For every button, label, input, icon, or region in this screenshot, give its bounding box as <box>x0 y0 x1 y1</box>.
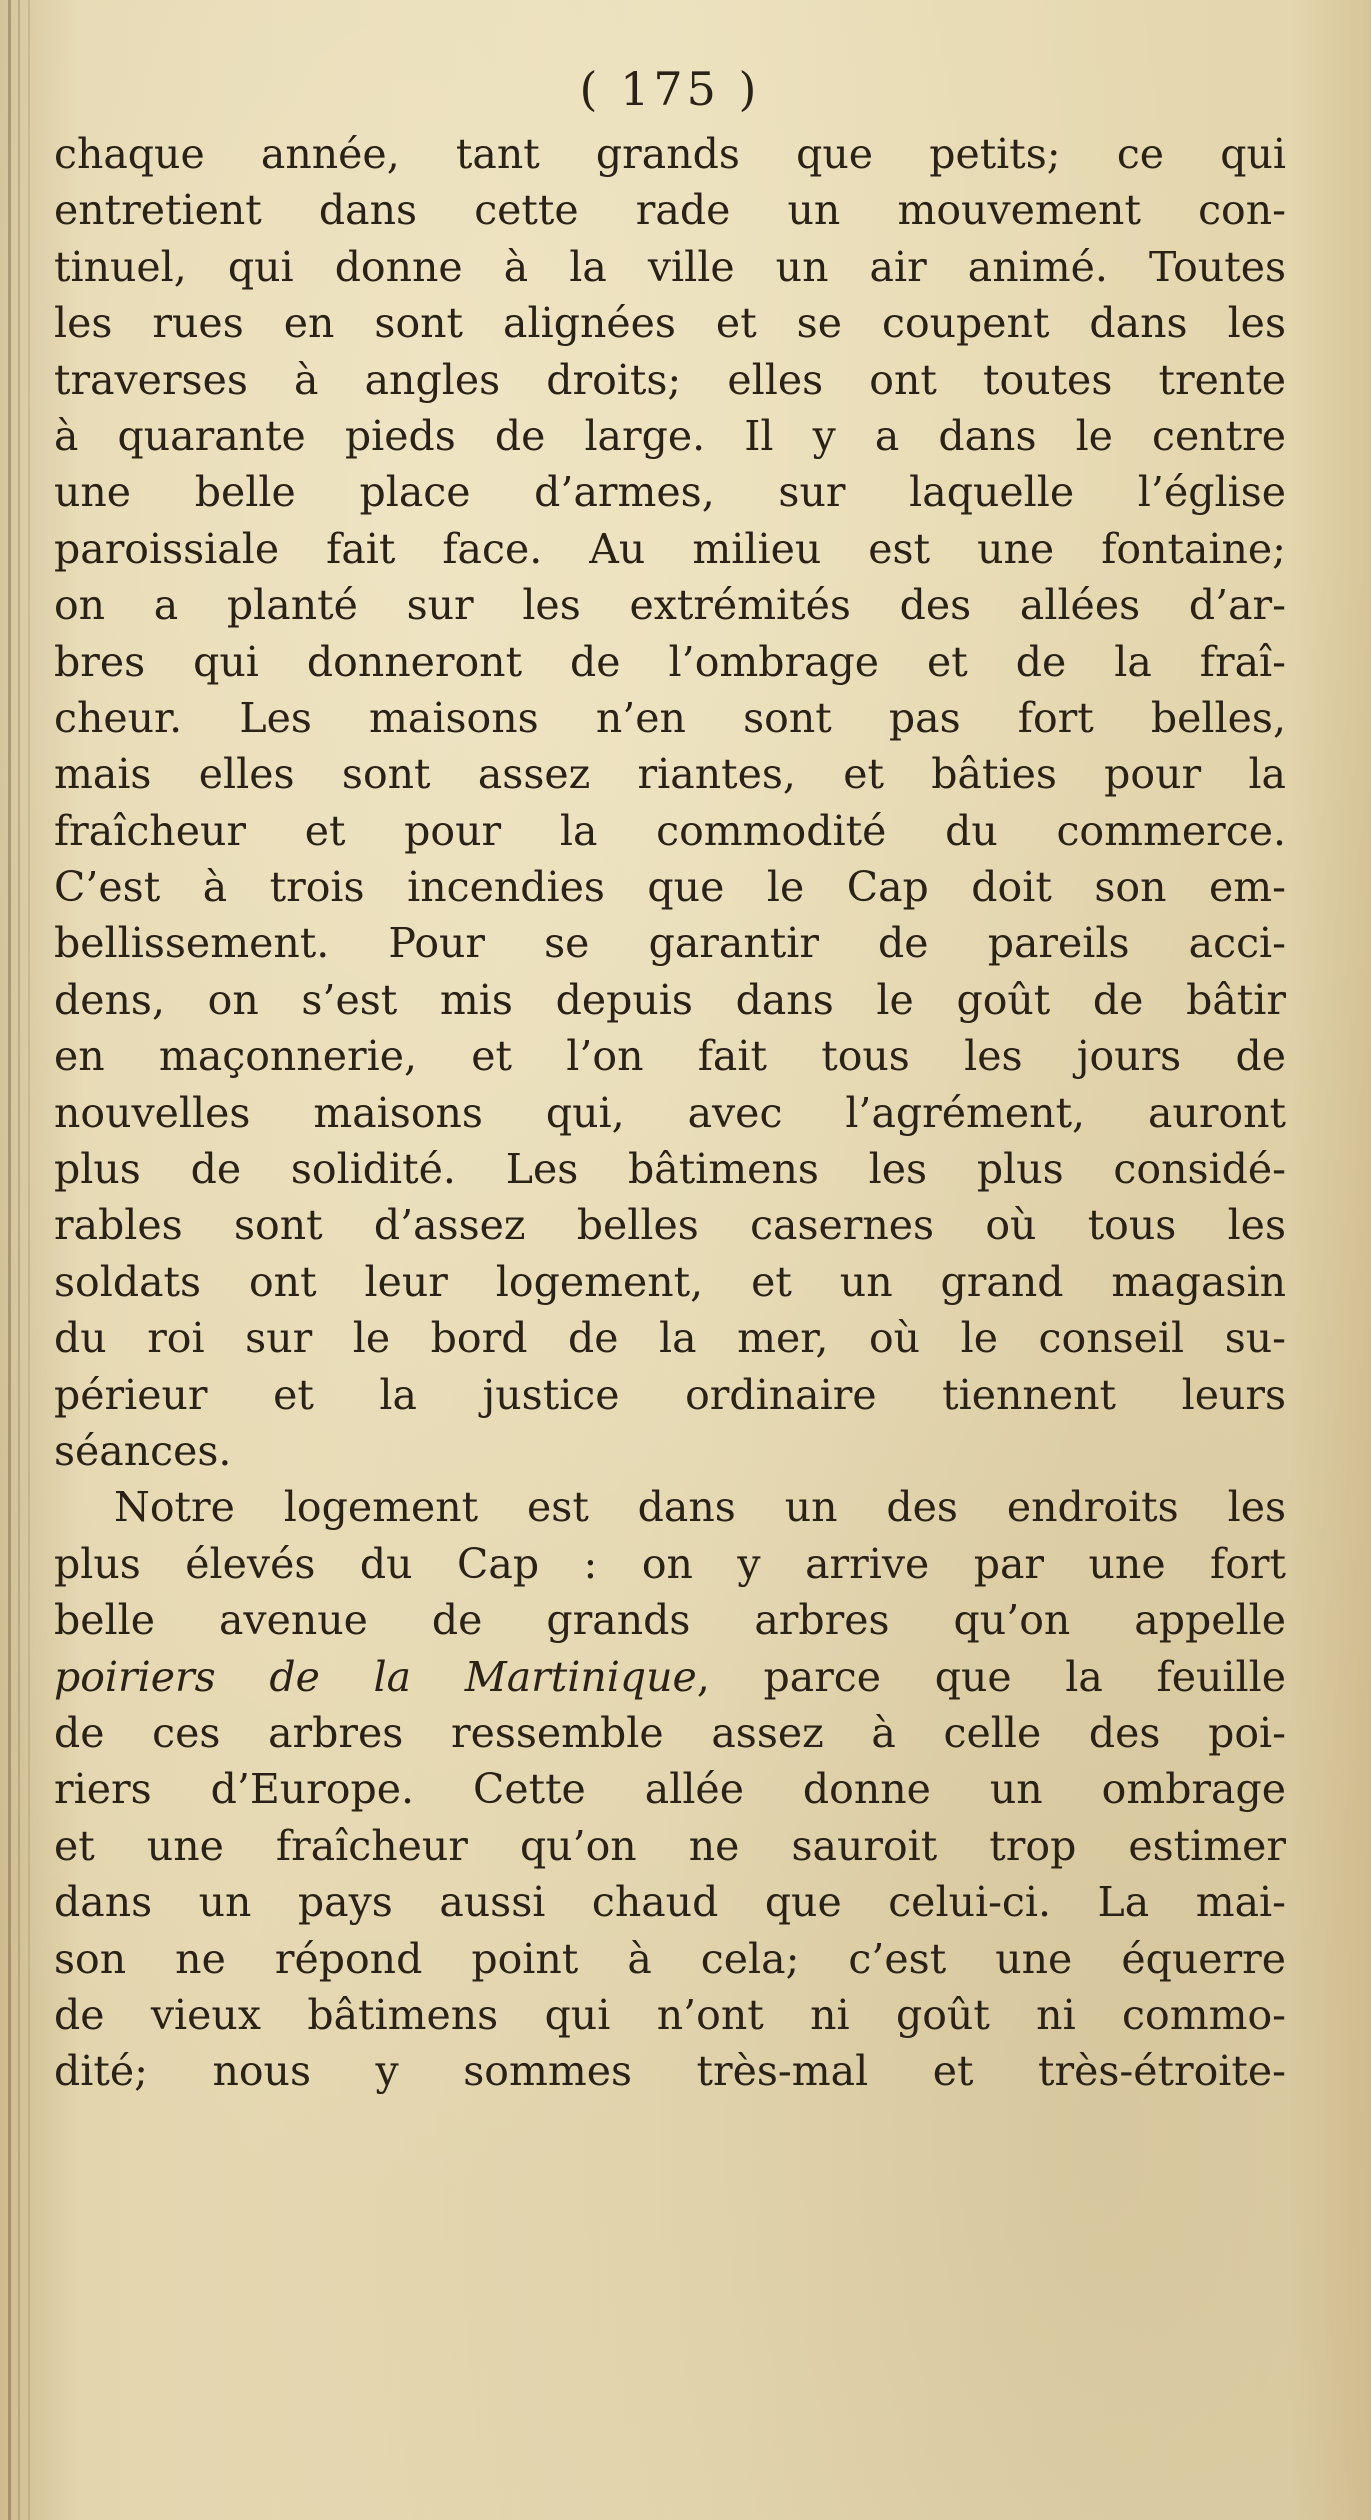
text-line: dité; nous y sommes très-mal et très-étroite- <box>54 2047 1286 2096</box>
text-line: périeur et la justice ordinaire tiennent leurs <box>54 1370 1286 1419</box>
text-line: entretient dans cette rade un mouvement con- <box>54 186 1286 235</box>
text-line: de ces arbres ressemble assez à celle des poi- <box>54 1708 1286 1757</box>
text-line: belle avenue de grands arbres qu’on appelle <box>54 1596 1286 1645</box>
text-line: tinuel, qui donne à la ville un air animé. Toutes <box>54 242 1286 291</box>
text-line: C’est à trois incendies que le Cap doit son em- <box>54 863 1286 912</box>
text-line: séances. <box>54 1426 232 1475</box>
binding-edge <box>28 0 30 2520</box>
binding-edge <box>8 0 11 2520</box>
text-line: plus élevés du Cap : on y arrive par une fort <box>54 1539 1286 1588</box>
text-line: mais elles sont assez riantes, et bâties pour la <box>54 750 1286 799</box>
text-line: à quarante pieds de large. Il y a dans le centre <box>54 411 1286 460</box>
text-line: chaque année, tant grands que petits; ce qui <box>54 130 1286 178</box>
text-line: fraîcheur et pour la commodité du commerce. <box>54 806 1286 855</box>
text-line: de vieux bâtimens qui n’ont ni goût ni commo- <box>54 1990 1286 2039</box>
text-line: bellissement. Pour se garantir de pareils acci- <box>54 919 1286 968</box>
text-line: et une fraîcheur qu’on ne sauroit trop estimer <box>54 1821 1286 1870</box>
text-line: rables sont d’assez belles casernes où tous les <box>54 1201 1286 1250</box>
page-number: ( 175 ) <box>579 62 761 116</box>
text-line: dans un pays aussi chaud que celui-ci. La mai- <box>54 1878 1286 1927</box>
text-line: une belle place d’armes, sur laquelle l’église <box>54 468 1286 517</box>
text-line: les rues en sont alignées et se coupent dans les <box>54 299 1286 348</box>
paragraph-1 <box>54 126 1286 1479</box>
line-remainder: , parce que la feuille <box>696 1652 1286 1701</box>
text-block <box>54 52 1286 2100</box>
text-line: dens, on s’est mis depuis dans le goût de bâtir <box>54 975 1286 1024</box>
text-line: plus de solidité. Les bâtimens les plus considé- <box>54 1145 1286 1194</box>
paragraph-2 <box>54 1479 1286 2099</box>
text-line: riers d’Europe. Cette allée donne un ombrage <box>54 1765 1286 1814</box>
text-line: en maçonnerie, et l’on fait tous les jours de <box>54 1032 1286 1081</box>
text-line: Notre logement est dans un des endroits les <box>114 1483 1286 1532</box>
text-line: traverses à angles droits; elles ont toutes trente <box>54 355 1286 404</box>
text-line <box>54 1649 1286 1705</box>
text-line: on a planté sur les extrémités des allées d’ar- <box>54 581 1286 630</box>
italic-phrase: poiriers de la Martinique <box>54 1652 697 1701</box>
text-line: du roi sur le bord de la mer, où le conseil su- <box>54 1314 1286 1363</box>
binding-edge <box>18 0 20 2520</box>
text-line: paroissiale fait face. Au milieu est une fontaine; <box>54 524 1286 573</box>
text-line: cheur. Les maisons n’en sont pas fort belles, <box>54 693 1286 742</box>
text-line: nouvelles maisons qui, avec l’agrément, auront <box>54 1088 1286 1137</box>
text-line: soldats ont leur logement, et un grand magasin <box>54 1257 1286 1306</box>
text-line: son ne répond point à cela; c’est une équerre <box>54 1934 1286 1983</box>
text-line: bres qui donneront de l’ombrage et de la fraî- <box>54 637 1286 686</box>
